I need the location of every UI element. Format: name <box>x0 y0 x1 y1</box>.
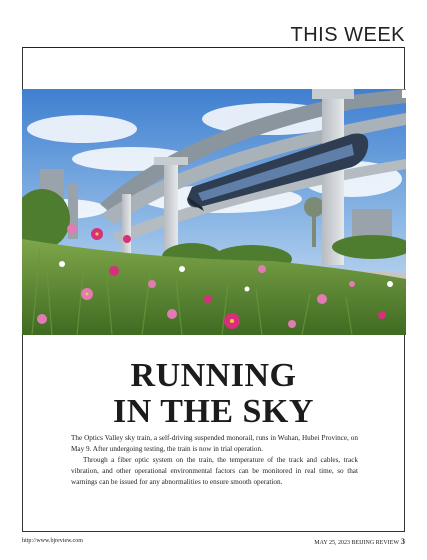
footer-url: http://www.bjreview.com <box>22 538 83 544</box>
section-label: THIS WEEK <box>290 24 405 46</box>
article-paragraph-2: Through a fiber optic system on the train, the temperature of the track and cables, track vibration, and other operational environmental factors can be monitored in real time, so that warnings can be issued for any abnormalities to ensure smooth operation. <box>71 456 358 486</box>
footer-issue <box>314 537 405 546</box>
headline-line-2: IN THE SKY <box>113 393 314 430</box>
article-headline <box>22 358 405 430</box>
article-body <box>71 433 358 488</box>
article-paragraph-1: The Optics Valley sky train, a self-driving suspended monorail, runs in Wuhan, Hubei Province, on May 9. After undergoing testing, the train is now in trial operation. <box>71 434 358 453</box>
footer-issue-text: MAY 25, 2023 BEIJING REVIEW <box>314 540 399 546</box>
page-number: 3 <box>401 537 405 546</box>
feature-photo <box>22 89 406 335</box>
photo-corner-mark <box>402 90 406 98</box>
headline-line-1: RUNNING <box>130 357 297 394</box>
